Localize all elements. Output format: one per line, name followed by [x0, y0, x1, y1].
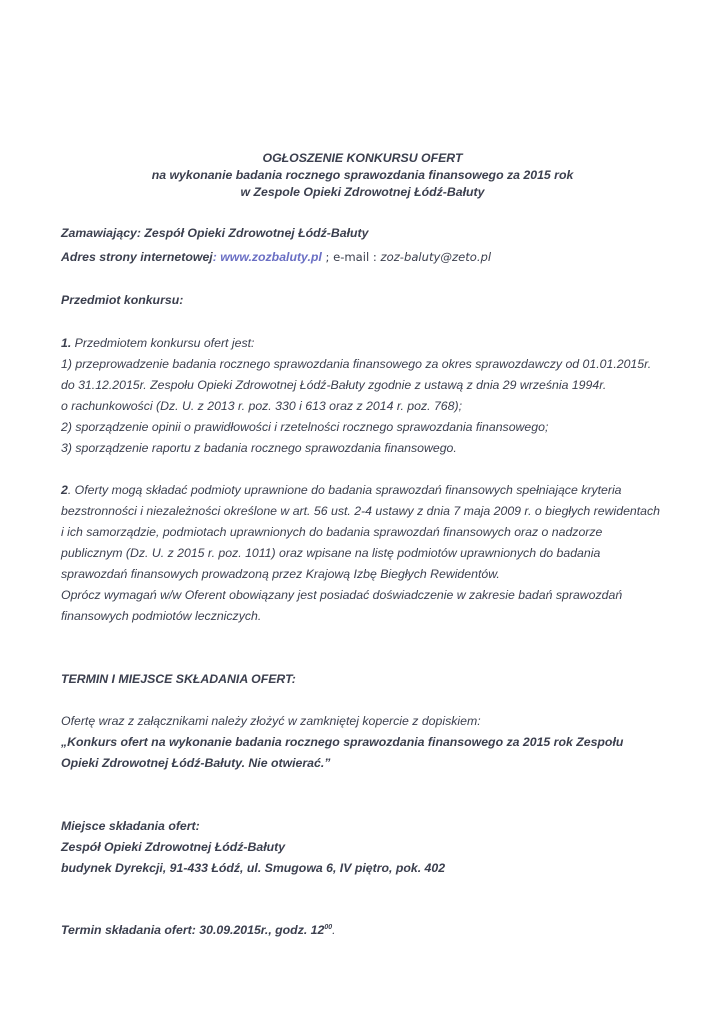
orderer-line: Zamawiający: Zespół Opieki Zdrowotnej Łódź-Bałuty [61, 226, 369, 240]
document-subtitle: na wykonanie badania rocznego sprawozdania finansowego za 2015 rok [151, 168, 574, 182]
envelope-inscription: „Konkurs ofert na wykonanie badania rocznego sprawozdania finansowego za 2015 rok Zespołu [61, 735, 624, 749]
section1-number: 1. [61, 336, 72, 350]
section1-item-text: 1) przeprowadzenie badania rocznego sprawozdania finansowego za okres sprawozdawczy od 01.01.2015r. [61, 357, 652, 371]
email-sep: ; e-mail : [321, 250, 381, 264]
place-heading: Miejsce składania ofert: [61, 819, 200, 833]
section2-number: 2 [61, 483, 68, 497]
section1-line [61, 336, 254, 350]
section1-item-text: do 31.12.2015r. Zespołu Opieki Zdrowotnej Łódź-Bałuty zgodnie z ustawą z dnia 29 września 1994r. [61, 378, 607, 392]
deadline-heading: TERMIN I MIEJSCE SKŁADANIA OFERT: [61, 672, 296, 686]
section1-item-text: o rachunkowości (Dz. U. z 2013 r. poz. 330 i 613 oraz z 2014 r. poz. 768); [61, 399, 462, 413]
place-address: budynek Dyrekcji, 91-433 Łódź, ul. Smugowa 6, IV piętro, pok. 402 [61, 861, 446, 875]
section1-intro: Przedmiotem konkursu ofert jest: [71, 336, 255, 350]
website-line [61, 250, 491, 264]
deadline-tail: . [332, 923, 336, 937]
subject-heading: Przedmiot konkursu: [61, 293, 184, 307]
section2-text: publicznym (Dz. U. z 2015 r. poz. 1011) oraz wpisane na listę podmiotów uprawnionych do badania [61, 546, 601, 560]
document-title: OGŁOSZENIE KONKURSU OFERT [262, 151, 463, 165]
deadline-line [61, 923, 336, 937]
section2-line [61, 483, 622, 497]
email-address[interactable]: zoz-baluty@zeto.pl [380, 250, 492, 264]
deadline-text: Termin składania ofert: 30.09.2015r., godz. 12 [61, 923, 325, 937]
section1-item-text: 3) sporządzenie raportu z badania rocznego sprawozdania finansowego. [61, 441, 457, 455]
section1-item-text: 2) sporządzenie opinii o prawidłowości i rzetelności rocznego sprawozdania finansowego; [61, 420, 549, 434]
section2-text: bezstronności i niezależności określone w art. 56 ust. 2-4 ustawy z dnia 7 maja 2009 r. o biegłych rewidentach [61, 504, 660, 518]
website-label: Adres strony internetowej [61, 250, 213, 264]
section2-text: i ich samorządzie, podmiotach uprawnionych do badania sprawozdań finansowych oraz o nadzorze [61, 525, 603, 539]
section2-text: . Oferty mogą składać podmioty uprawnione do badania sprawozdań finansowych spełniające kryteria [67, 483, 622, 497]
document-subtitle-institution: w Zespole Opieki Zdrowotnej Łódź-Bałuty [240, 185, 485, 199]
envelope-intro: Ofertę wraz z załącznikami należy złożyć w zamkniętej kopercie z dopiskiem: [61, 714, 481, 728]
section2-text: Oprócz wymagań w/w Oferent obowiązany jest posiadać doświadczenie w zakresie badań sprawozdań [61, 588, 623, 602]
section2-text: sprawozdań finansowych prowadzoną przez Krajową Izbę Biegłych Rewidentów. [61, 567, 500, 581]
section2-text: finansowych podmiotów leczniczych. [61, 609, 262, 623]
envelope-inscription: Opieki Zdrowotnej Łódź-Bałuty. Nie otwierać.” [61, 756, 331, 770]
place-name: Zespół Opieki Zdrowotnej Łódź-Bałuty [61, 840, 286, 854]
website-sep: : [212, 250, 221, 264]
website-link[interactable]: www.zozbaluty.pl [220, 250, 322, 264]
deadline-minutes: 00 [324, 923, 333, 931]
